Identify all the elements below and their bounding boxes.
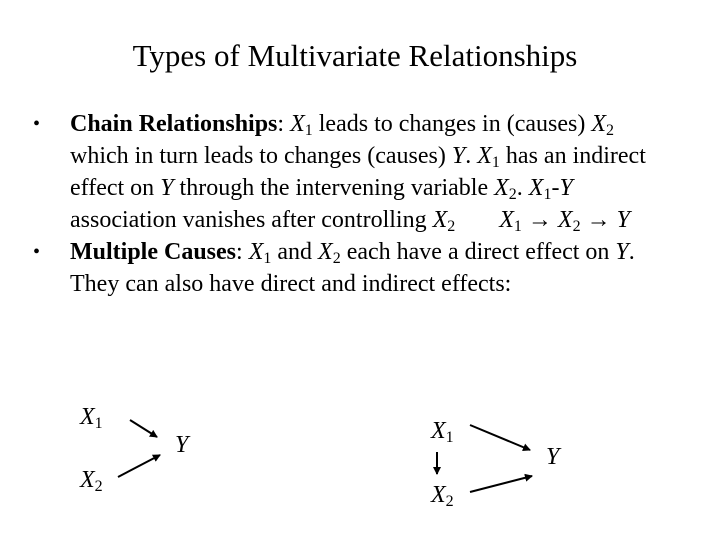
- bullet-marker: •: [33, 241, 41, 263]
- chain-colon: :: [277, 111, 285, 137]
- chain-text: association vanishes after controlling: [70, 207, 433, 233]
- formula-x2: X: [557, 207, 573, 233]
- sub-1: 1: [543, 186, 552, 203]
- chain-text: .: [465, 143, 478, 169]
- var-x1: X: [528, 175, 544, 201]
- var-y: Y: [615, 239, 629, 265]
- bullet-marker: •: [33, 113, 41, 135]
- sub-2: 2: [606, 122, 614, 139]
- var-y: Y: [451, 143, 466, 169]
- arrow-left-x2-to-y: [118, 455, 160, 477]
- var-x2: X: [432, 207, 448, 233]
- arrow-right-x2-to-y: [470, 476, 532, 492]
- multiple-text: . They can also have direct and indirect effects:: [70, 239, 635, 297]
- sub-1: 1: [491, 154, 500, 171]
- chain-text: .: [516, 175, 529, 201]
- multiple-keyword: Multiple Causes: [70, 239, 237, 265]
- formula-arrow: →: [580, 207, 617, 233]
- sub-2: 2: [447, 218, 456, 235]
- sub-1: 1: [263, 250, 272, 267]
- dash: -: [551, 175, 560, 201]
- var-x1: X: [290, 111, 305, 137]
- sub-2: 2: [332, 250, 341, 267]
- var-x2: X: [591, 111, 606, 137]
- chain-text: through the intervening variable: [173, 175, 495, 201]
- diagram-right-y: Y: [546, 444, 560, 470]
- formula-sub-1: 1: [513, 218, 522, 235]
- var-x1: X: [248, 239, 264, 265]
- multiple-text: and: [271, 239, 319, 265]
- chain-text: which in turn leads to changes (causes): [70, 143, 452, 169]
- diagram-left-x2: $X_2$: [80, 467, 103, 495]
- diagram-right-x1: $X_1$: [431, 418, 454, 446]
- slide-title: Types of Multivariate Relationships: [132, 38, 578, 73]
- diagram-left-x1: $X_1$: [80, 404, 103, 432]
- var-y: Y: [559, 175, 573, 201]
- multiple-text: each have a direct effect on: [340, 239, 616, 265]
- sub-2: 2: [508, 186, 517, 203]
- chain-text: leads to changes in (causes): [312, 111, 592, 137]
- diagram-left-y: Y: [175, 432, 189, 458]
- formula-arrow: →: [521, 207, 558, 233]
- chain-text: has an indirect effect on: [70, 143, 646, 201]
- var-x2: X: [318, 239, 333, 265]
- var-x2: X: [494, 175, 509, 201]
- multiple-colon: :: [236, 239, 243, 265]
- arrow-left-x1-to-y: [130, 420, 157, 437]
- var-y: Y: [160, 175, 174, 201]
- chain-keyword: Chain Relationships: [70, 111, 278, 137]
- formula-x1: X: [499, 207, 514, 233]
- formula-sub-2: 2: [572, 218, 581, 235]
- formula-y: Y: [616, 207, 630, 233]
- sub-1: 1: [304, 122, 313, 139]
- var-x1: X: [477, 143, 492, 169]
- arrow-right-x1-to-y: [470, 425, 530, 450]
- diagram-right-x2: $X_2$: [431, 482, 454, 510]
